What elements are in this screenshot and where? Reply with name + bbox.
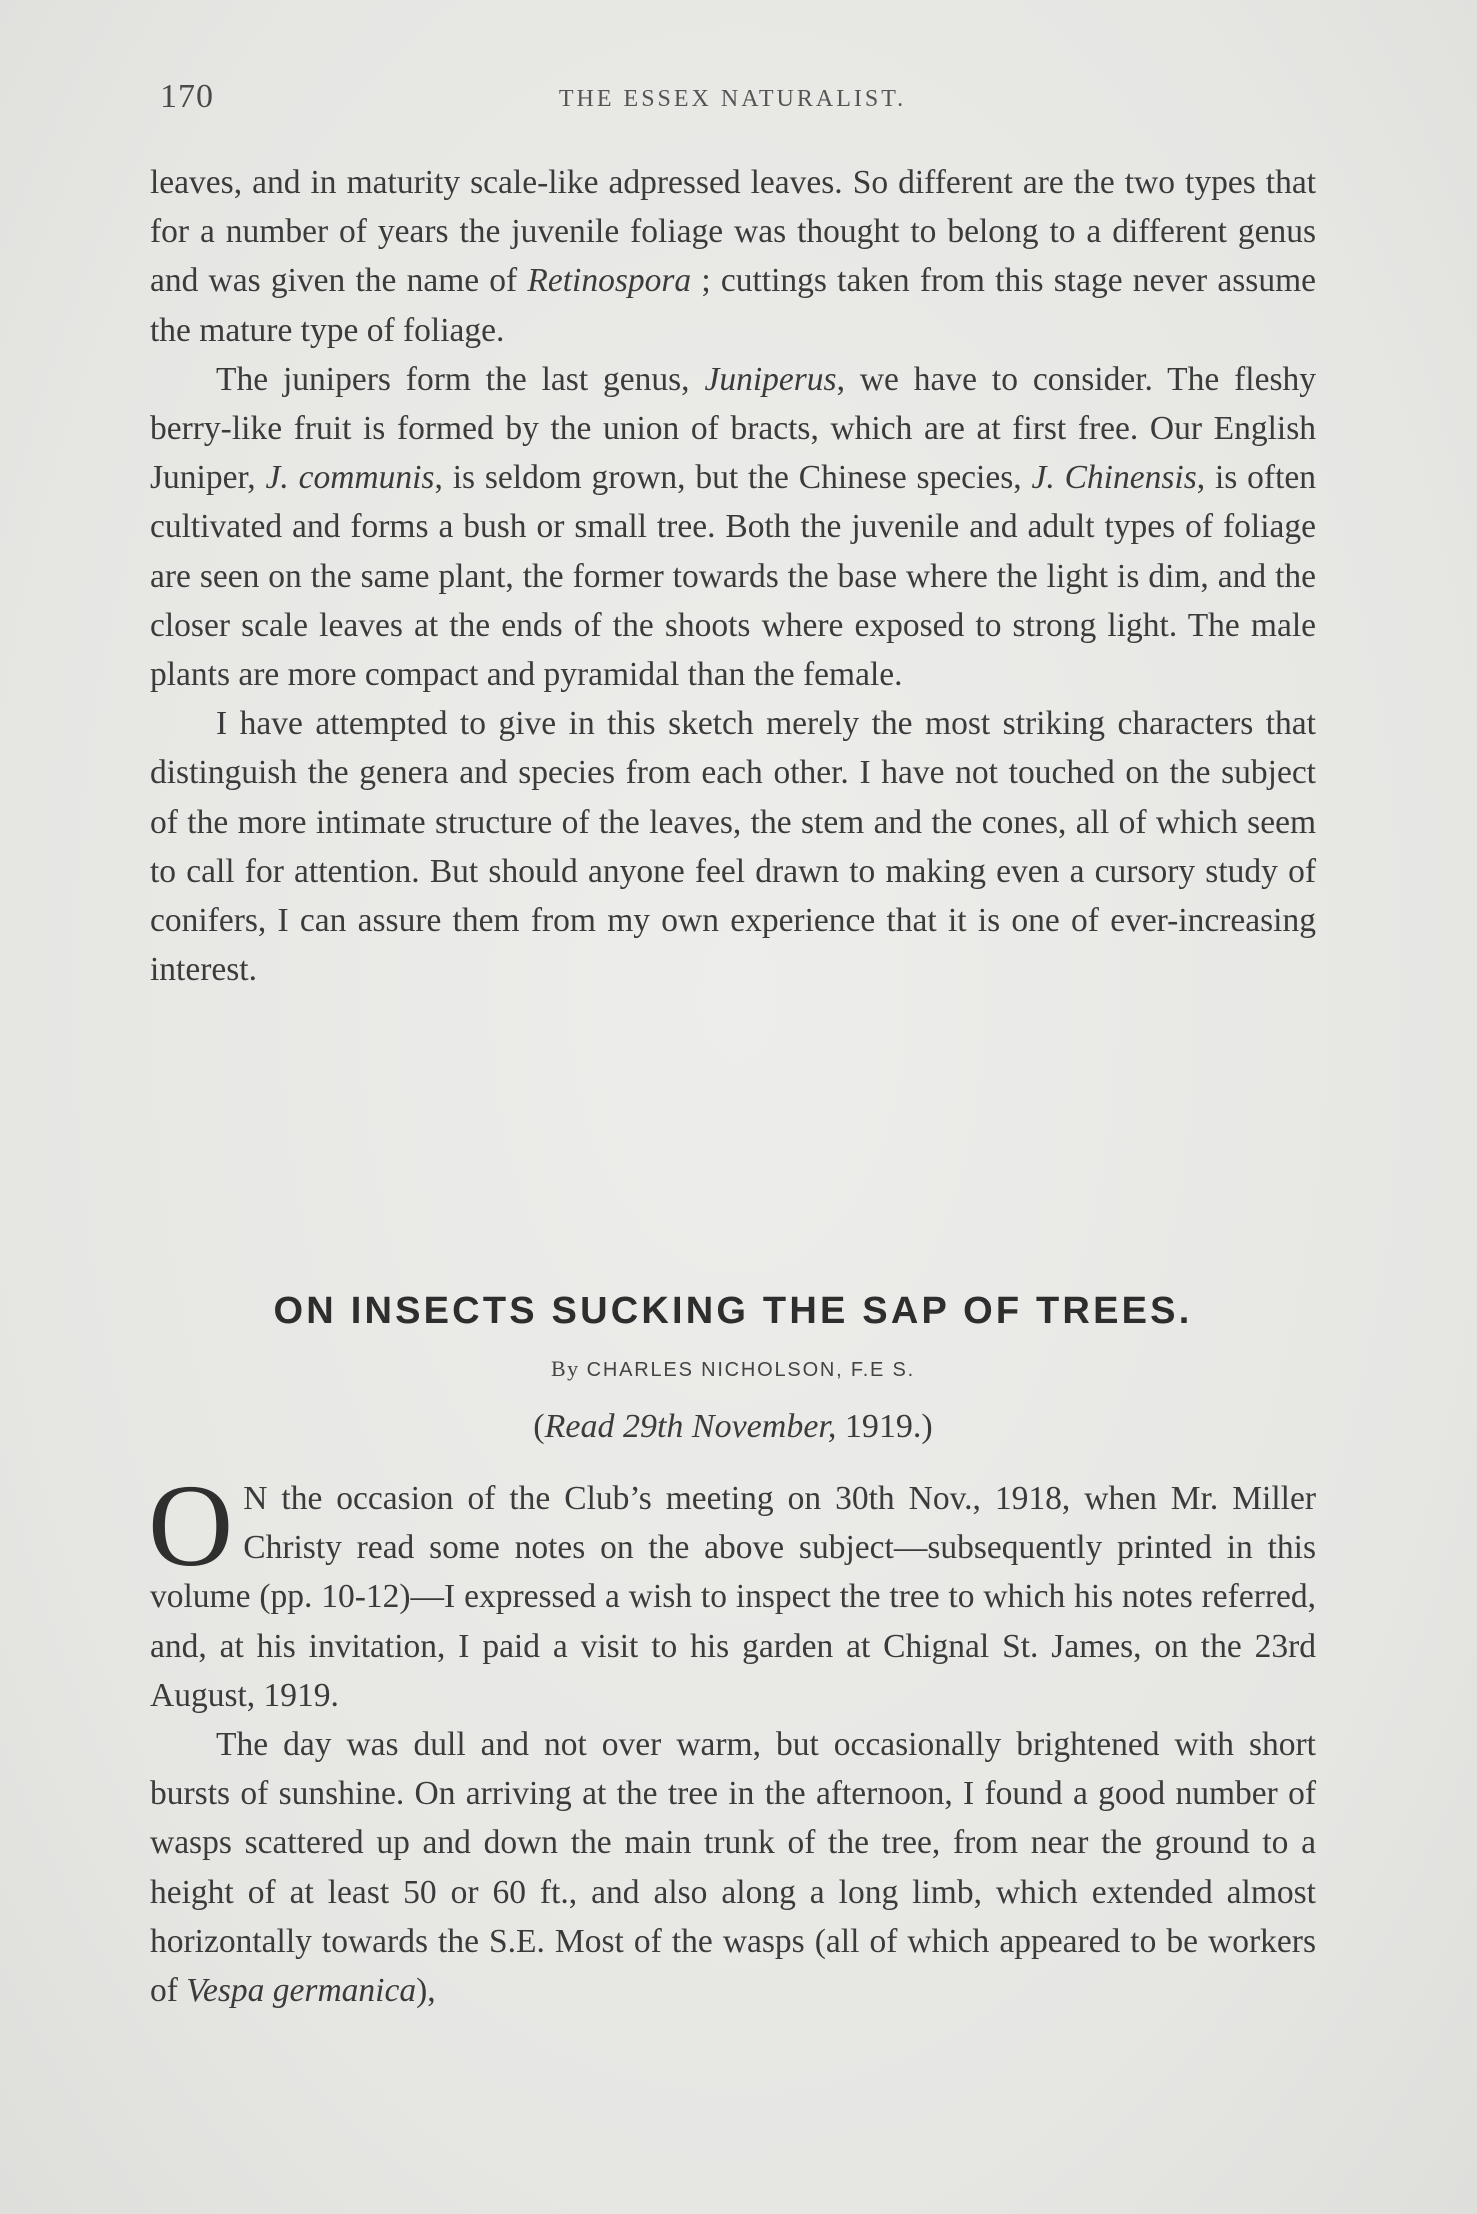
species-name: J. communis [265,459,435,497]
paragraph: I have attempted to give in this sketch merely the most striking characters that distinguish the genera and species from each other. I have not touched on the subject of the more intimate structure of the leaves, the stem and the cones, all of which seem to call for attention. But should anyone feel drawn to making even a cursory study of conifers, I can assure them from my own experience that it is one of ever-increasing interest. [150,705,1316,989]
genus-name: Retinospora [527,262,692,300]
page-number: 170 [160,78,214,115]
species-name: J. Chinensis [1031,459,1197,497]
running-head: THE ESSEX NATURALIST. [558,86,907,112]
paragraph: The junipers form the last genus, Juniperus, we have to consider. The fleshy berry-like fruit is formed by the union of bracts, which are at first free. Our English Juniper, J. communis, is seldom grown, but the Chinese species, J. Chinensis, is often cultivated and forms a bush or small tree. Both the juvenile and adult types of foliage are seen on the same plant, the former towards the base where the light is dim, and the closer scale leaves at the ends of the shoots where exposed to strong light. The male plants are more compact and pyramidal than the female. [150,360,1317,694]
read-date: (Read 29th November, 1919.) [533,1408,933,1445]
byline: By CHARLES NICHOLSON, F.E S. [550,1356,916,1381]
genus-name: Juniperus [704,360,837,398]
conifers-article-conclusion [150,158,1316,994]
paragraph: O N the occasion of the Club’s meeting on 30th Nov., 1918, when Mr. Miller Christy read some notes on the above subject—subsequently printed in this volume (pp. 10-12)—I expressed a wish to inspect the tree to which his notes referred, and, at his invitation, I paid a visit to his garden at Chignal St. James, on the 23rd August, 1919. [148,1460,1316,1714]
author-name: CHARLES NICHOLSON, F.E S. [586,1359,916,1381]
page-header [150,78,1315,118]
paragraph: leaves, and in maturity scale-like adpressed leaves. So different are the two types that for a number of years the juvenile foliage was thought to belong to a different genus and was given the name of Retinospora ; cuttings taken from this stage never assume the mature type of foliage. [150,164,1316,349]
article-title: ON INSECTS SUCKING THE SAP OF TREES. [273,1290,1193,1332]
paragraph: The day was dull and not over warm, but occasionally brightened with short bursts of sunshine. On arriving at the tree in the afternoon, I found a good number of wasps scattered up and down the main trunk of the tree, from near the ground to a height of at least 50 or 60 ft., and also along a long limb, which extended almost horizontally towards the S.E. Most of the wasps (all of which appeared to be workers of Vespa germanica), [150,1726,1316,2010]
drop-cap: O [148,1460,234,1591]
insects-article-body [148,1460,1316,2015]
species-name: Vespa germanica [186,1972,417,2010]
